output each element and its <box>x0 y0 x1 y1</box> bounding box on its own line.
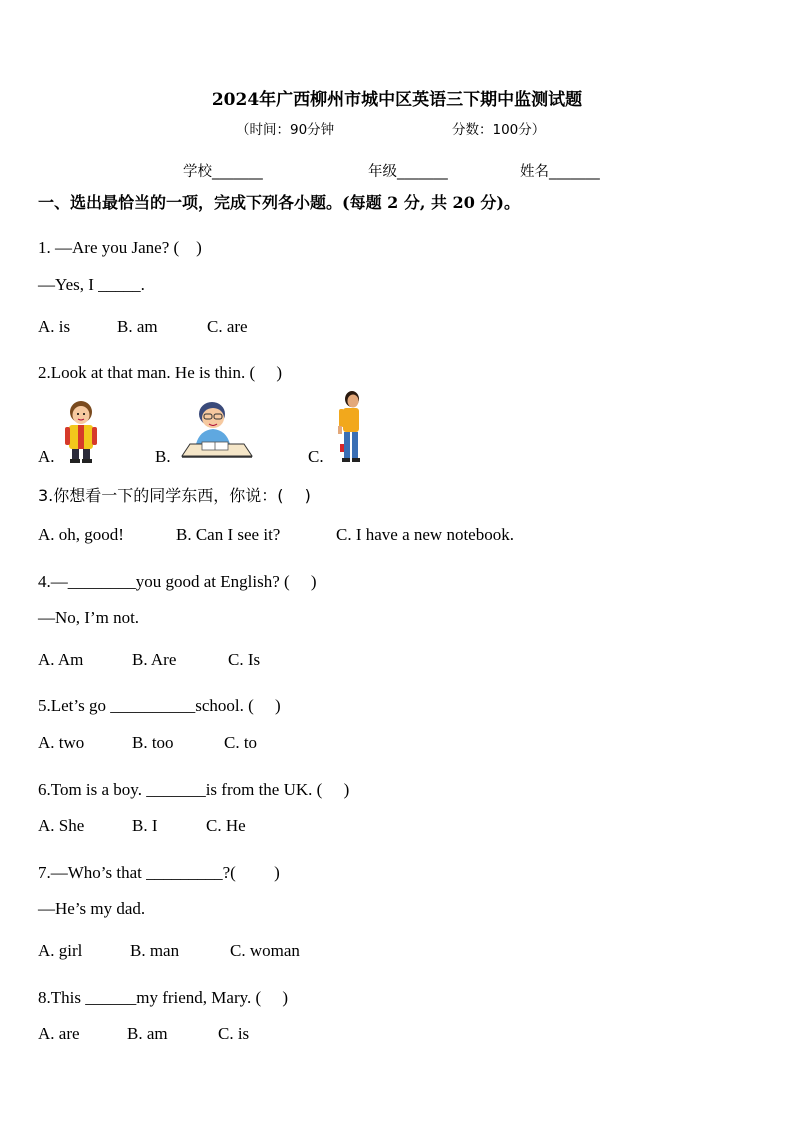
question-3-option-b[interactable]: B. Can I see it? <box>176 525 281 544</box>
name-field: 姓名_______ <box>520 164 600 180</box>
question-2-option-a[interactable]: A. <box>38 447 55 466</box>
question-5-option-a[interactable]: A. two <box>38 733 85 752</box>
question-5-option-c[interactable]: C. to <box>224 733 258 752</box>
question-1-option-c[interactable]: C. are <box>207 317 248 336</box>
question-2-text: 2.Look at that man. He is thin. ( ) <box>38 363 283 382</box>
question-3-option-a[interactable]: A. oh, good! <box>38 525 124 544</box>
question-5-text: 5.Let’s go __________school. ( ) <box>38 696 281 715</box>
question-1-text: 1. —Are you Jane? ( ) <box>38 238 202 257</box>
question-7-option-b[interactable]: B. man <box>130 941 180 960</box>
question-5-option-b[interactable]: B. too <box>132 733 174 752</box>
question-6-option-a[interactable]: A. She <box>38 816 85 835</box>
exam-time: （时间：90分钟 <box>236 122 335 138</box>
question-8-option-c[interactable]: C. is <box>218 1024 250 1043</box>
boy-reading-picture <box>180 400 254 462</box>
boy-vest-picture <box>60 398 102 464</box>
exam-score: 分数：100分） <box>452 122 546 138</box>
question-1-answer-line: —Yes, I _____. <box>38 275 145 294</box>
question-4-option-a[interactable]: A. Am <box>38 650 84 669</box>
question-7-answer-line: —He’s my dad. <box>38 899 146 918</box>
thin-man-picture <box>330 390 370 464</box>
question-4-option-b[interactable]: B. Are <box>132 650 177 669</box>
question-6-option-c[interactable]: C. He <box>206 816 246 835</box>
question-7-option-c[interactable]: C. woman <box>230 941 300 960</box>
question-6-text: 6.Tom is a boy. _______is from the UK. ( ) <box>38 780 350 799</box>
question-3-text: 3.你想看一下的同学东西，你说：( ) <box>38 486 311 505</box>
question-4-answer-line: —No, I’m not. <box>38 608 140 627</box>
question-3-option-c[interactable]: C. I have a new notebook. <box>336 525 514 544</box>
school-field: 学校_______ <box>183 164 263 180</box>
question-7-option-a[interactable]: A. girl <box>38 941 83 960</box>
question-6-option-b[interactable]: B. I <box>132 816 158 835</box>
question-8-option-b[interactable]: B. am <box>127 1024 168 1043</box>
grade-field: 年级_______ <box>368 164 448 180</box>
question-2-option-c[interactable]: C. <box>308 447 324 466</box>
question-4-option-c[interactable]: C. Is <box>228 650 261 669</box>
question-2-option-b[interactable]: B. <box>155 447 171 466</box>
question-4-text: 4.—________you good at English? ( ) <box>38 572 317 591</box>
question-1-option-a[interactable]: A. is <box>38 317 71 336</box>
question-1-option-b[interactable]: B. am <box>117 317 158 336</box>
question-8-text: 8.This ______my friend, Mary. ( ) <box>38 988 289 1007</box>
page-title: 2024年广西柳州市城中区英语三下期中监测试题 <box>211 90 583 110</box>
question-7-text: 7.—Who’s that _________?( ) <box>38 863 280 882</box>
question-8-option-a[interactable]: A. are <box>38 1024 80 1043</box>
section-heading: 一、选出最恰当的一项，完成下列各小题。(每题 2 分, 共 20 分)。 <box>38 193 520 212</box>
